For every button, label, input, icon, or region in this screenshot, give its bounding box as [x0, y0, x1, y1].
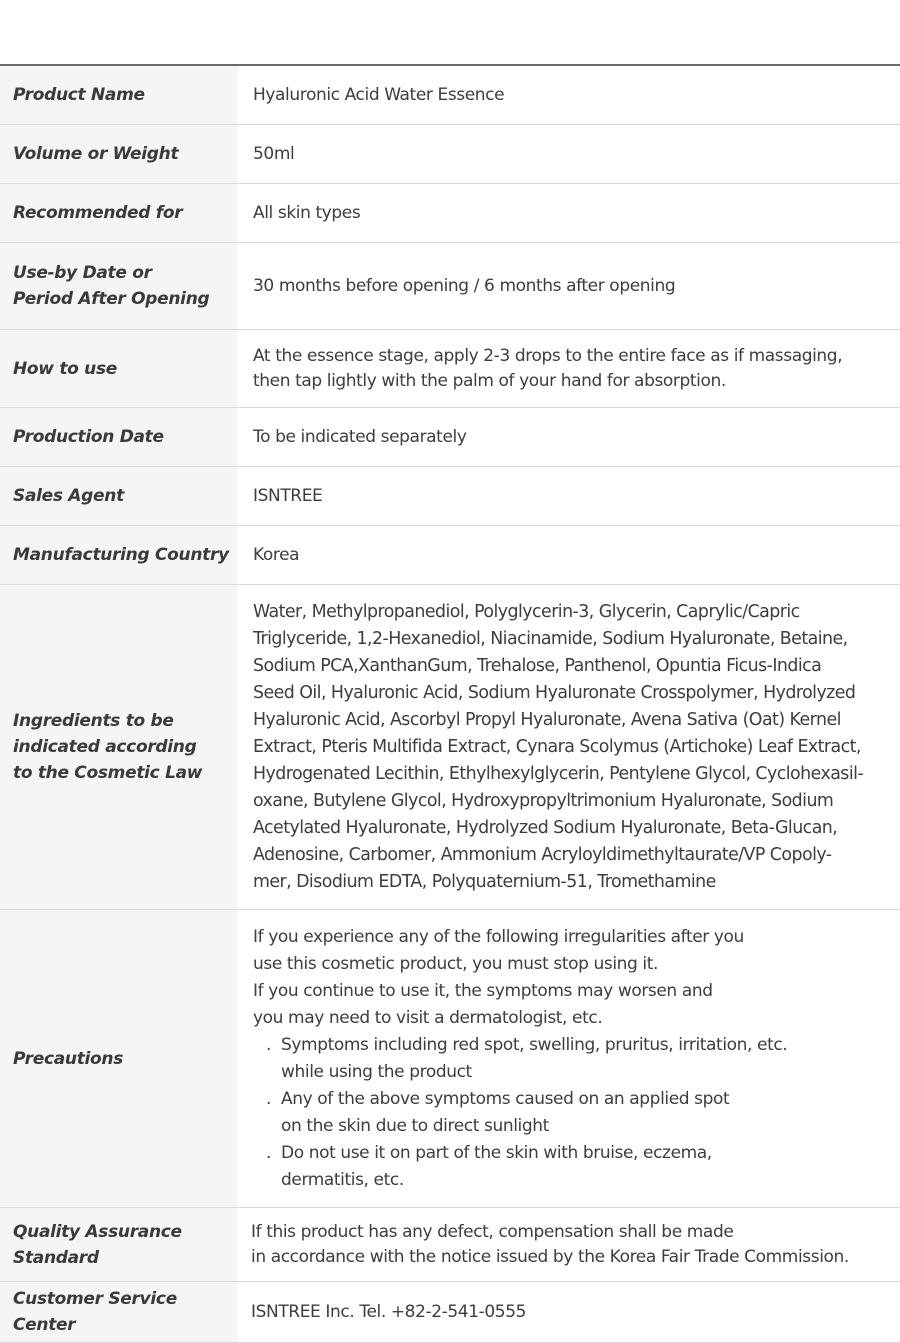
row-value-cell [238, 243, 900, 329]
row-label: Use-by Date or Period After Opening [0, 243, 238, 329]
sales-agent-value: ISNTREE [253, 485, 323, 506]
row-label: Precautions [0, 910, 238, 1207]
table-row-recommended-for [0, 184, 900, 243]
row-value-cell [238, 184, 900, 242]
row-label: Recommended for [0, 184, 238, 242]
table-row-sales-agent [0, 467, 900, 526]
row-value-cell [238, 467, 900, 525]
row-value-cell [238, 585, 900, 909]
quality-assurance-value: If this product has any defect, compensation shall be made in accordance with the notice issued by the Korea Fair Trade Commission. [251, 1221, 849, 1267]
row-label: Product Name [0, 66, 238, 124]
ingredients-value: Water, Methylpropanediol, Polyglycerin-3, Glycerin, Caprylic/Capric Triglyceride, 1,2-Hexanediol, Niacinamide, Sodium Hyaluronate, Betaine, Sodium PCA,XanthanGum, Trehalose, Panthenol, Opuntia Ficus-Indica Seed Oil, Hyaluronic Acid, Sodium Hyaluronate Crosspolymer, Hydrolyzed Hyaluronic Acid, Ascorbyl Propyl Hyaluronate, Avena Sativa (Oat) Kernel Extract, Pteris Multifida Extract, Cynara Scolymus (Artichoke) Leaf Extract, Hydrogenated Lecithin, Ethylhexylglycerin, Pentylene Glycol, Cyclohexasil- oxane, Butylene Glycol, Hydroxypropyltrimonium Hyaluronate, Sodium Acetylated Hyaluronate, Hydrolyzed Sodium Hyaluronate, Beta-Glucan, Adenosine, Carbomer, Ammonium Acryloyldimethyltaurate/VP Copoly- mer, Disodium EDTA, Polyquaternium-51, Tromethamine [253, 601, 864, 892]
bullet-marker: . [266, 1089, 272, 1109]
precautions-text [253, 924, 787, 1194]
row-value-cell [238, 910, 900, 1207]
precautions-intro-line: If you experience any of the following irregularities after you [253, 927, 744, 947]
precaution-bullet [253, 1032, 787, 1086]
table-row-volume [0, 125, 900, 184]
table-row-manufacturing-country [0, 526, 900, 585]
row-label: Volume or Weight [0, 125, 238, 183]
bullet-text: Do not use it on part of the skin with bruise, eczema, dermatitis, etc. [281, 1143, 712, 1190]
row-label: Ingredients to be indicated according to the Cosmetic Law [0, 585, 238, 909]
row-value-cell [238, 125, 900, 183]
recommended-for-value: All skin types [253, 202, 361, 223]
customer-service-value: ISNTREE Inc. Tel. +82-2-541-0555 [251, 1301, 527, 1322]
table-row-use-by-date [0, 243, 900, 330]
bullet-text: Any of the above symptoms caused on an applied spot on the skin due to direct sunlight [281, 1089, 730, 1136]
production-date-value: To be indicated separately [253, 426, 467, 447]
manufacturing-country-value: Korea [253, 544, 300, 565]
precautions-intro-line: use this cosmetic product, you must stop using it. [253, 954, 659, 974]
bullet-marker: . [266, 1143, 272, 1163]
row-value-cell [238, 408, 900, 466]
volume-value: 50ml [253, 143, 295, 164]
product-name-value: Hyaluronic Acid Water Essence [253, 84, 505, 105]
row-label: Customer Service Center [0, 1282, 238, 1342]
row-label: Sales Agent [0, 467, 238, 525]
precaution-bullet [253, 1086, 787, 1140]
row-value-cell [238, 1208, 900, 1281]
table-row-how-to-use [0, 330, 900, 408]
table-row-precautions [0, 910, 900, 1208]
table-row-production-date [0, 408, 900, 467]
bullet-marker: . [266, 1035, 272, 1055]
row-value-cell [238, 330, 900, 407]
precautions-intro-line: If you continue to use it, the symptoms may worsen and [253, 981, 713, 1001]
row-value-cell [238, 526, 900, 584]
how-to-use-value: At the essence stage, apply 2-3 drops to the entire face as if massaging, then tap lightly with the palm of your hand for absorption. [253, 345, 843, 391]
row-label: How to use [0, 330, 238, 407]
product-info-table [0, 64, 900, 1343]
row-value-cell [238, 1282, 900, 1342]
row-label: Quality Assurance Standard [0, 1208, 238, 1281]
bullet-text: Symptoms including red spot, swelling, pruritus, irritation, etc. while using the product [281, 1035, 788, 1082]
row-label: Production Date [0, 408, 238, 466]
table-row-product-name [0, 66, 900, 125]
table-row-quality-assurance [0, 1208, 900, 1282]
use-by-date-value: 30 months before opening / 6 months after opening [253, 275, 676, 296]
precautions-intro-line: you may need to visit a dermatologist, etc. [253, 1008, 603, 1028]
row-label: Manufacturing Country [0, 526, 238, 584]
table-row-customer-service [0, 1282, 900, 1343]
row-value-cell [238, 66, 900, 124]
table-row-ingredients [0, 585, 900, 910]
precaution-bullet [253, 1140, 787, 1194]
